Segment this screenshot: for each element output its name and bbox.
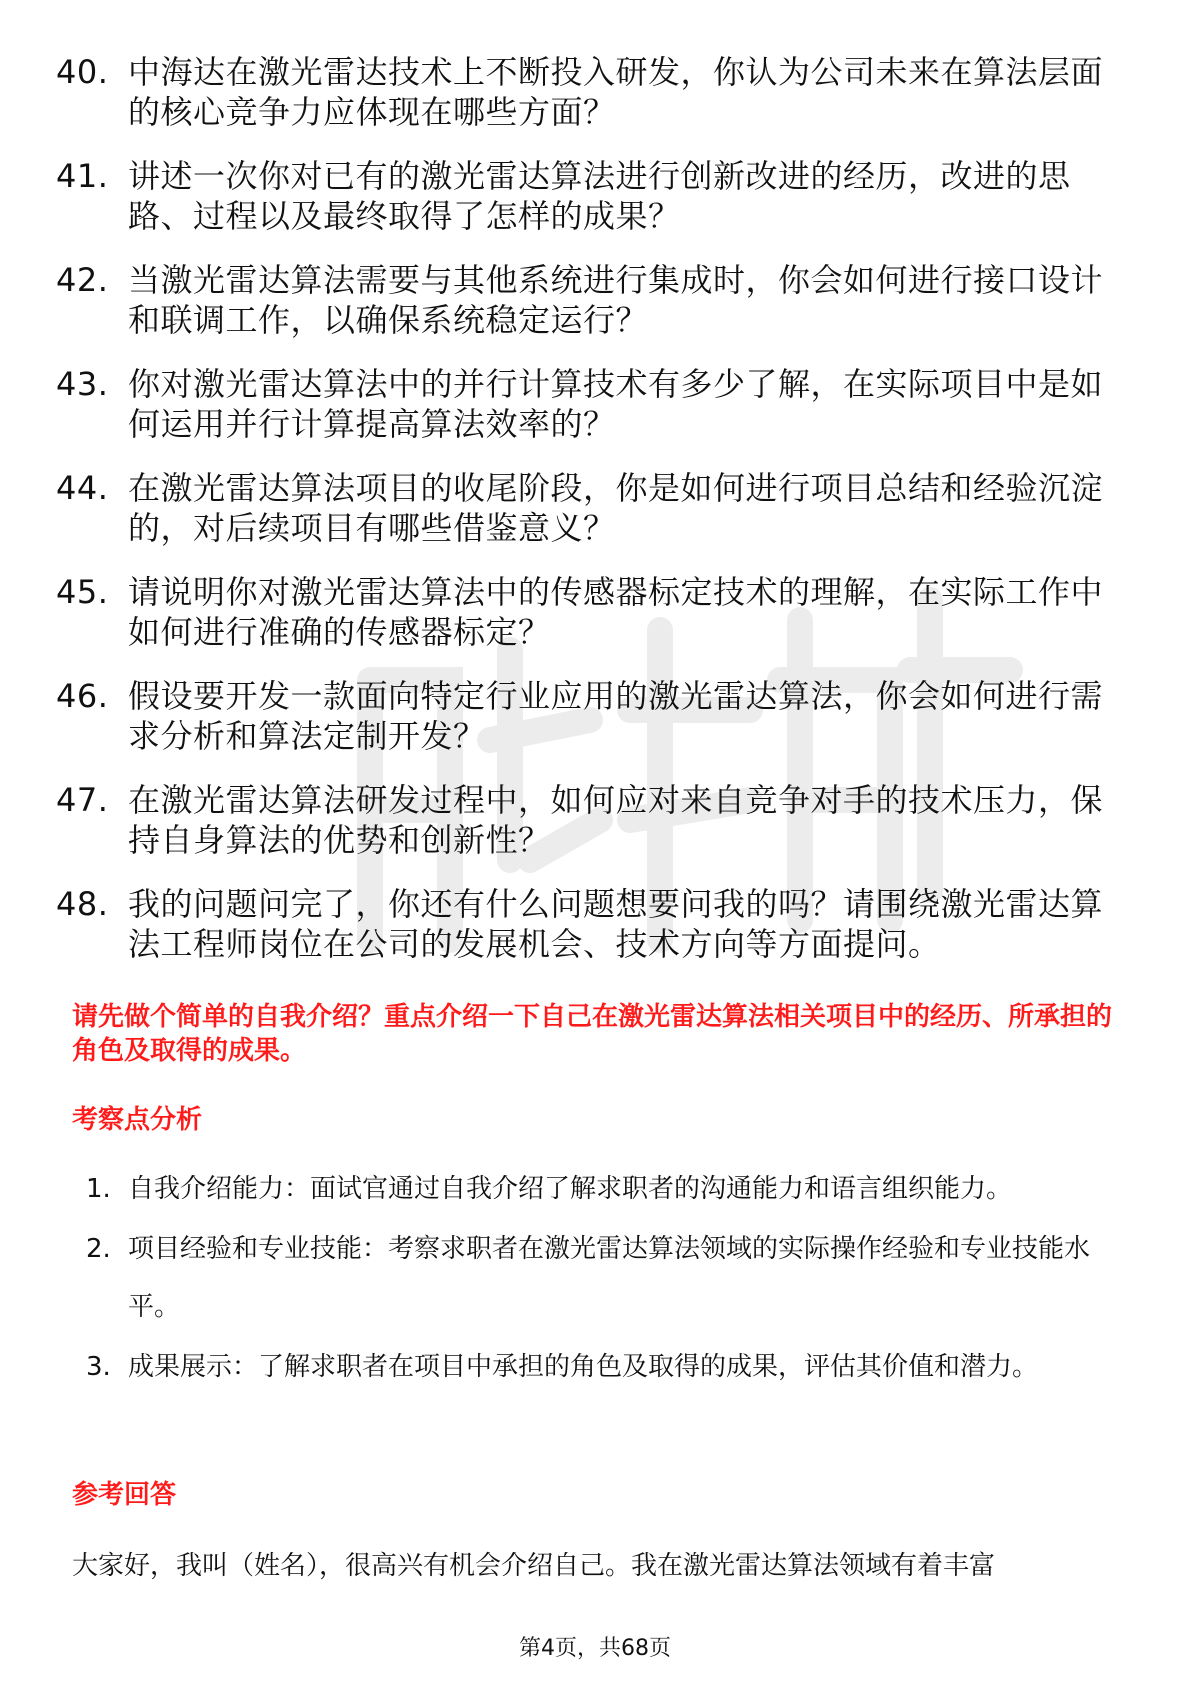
question-number: 47. xyxy=(56,781,109,819)
question-item xyxy=(56,260,1116,340)
question-number: 46. xyxy=(56,677,109,715)
question-item xyxy=(56,572,1116,652)
answer-text: 大家好，我叫（姓名），很高兴有机会介绍自己。我在激光雷达算法领域有着丰富 xyxy=(72,1551,996,1581)
answer-title: 参考回答 xyxy=(72,1480,177,1510)
question-text: 在激光雷达算法研发过程中，如何应对来自竞争对手的技术压力，保持自身算法的优势和创新性？ xyxy=(128,781,1104,859)
analysis-text: 项目经验和专业技能：考察求职者在激光雷达算法领域的实际操作经验和专业技能水平。 xyxy=(128,1234,1091,1322)
question-number: 43. xyxy=(56,365,109,403)
question-item xyxy=(56,52,1116,132)
question-item xyxy=(56,468,1116,548)
question-text: 我的问题问完了，你还有什么问题想要问我的吗？请围绕激光雷达算法工程师岗位在公司的发展机会、技术方向等方面提问。 xyxy=(128,885,1104,963)
analysis-item xyxy=(72,1338,1122,1396)
question-number: 42. xyxy=(56,261,109,299)
question-list xyxy=(56,52,1116,988)
question-text: 假设要开发一款面向特定行业应用的激光雷达算法，你会如何进行需求分析和算法定制开发？ xyxy=(128,677,1104,755)
analysis-item xyxy=(72,1160,1122,1218)
question-number: 48. xyxy=(56,885,109,923)
question-number: 45. xyxy=(56,573,109,611)
question-text: 当激光雷达算法需要与其他系统进行集成时，你会如何进行接口设计和联调工作，以确保系统稳定运行？ xyxy=(128,261,1104,339)
analysis-number: 1. xyxy=(86,1174,111,1204)
highlight-question: 请先做个简单的自我介绍？重点介绍一下自己在激光雷达算法相关项目中的经历、所承担的角色及取得的成果。 xyxy=(72,1002,1113,1066)
question-item xyxy=(56,676,1116,756)
analysis-list xyxy=(72,1160,1122,1398)
question-text: 中海达在激光雷达技术上不断投入研发，你认为公司未来在算法层面的核心竞争力应体现在哪些方面？ xyxy=(128,53,1104,131)
question-number: 44. xyxy=(56,469,109,507)
question-item xyxy=(56,884,1116,964)
question-item xyxy=(56,780,1116,860)
analysis-item xyxy=(72,1220,1122,1336)
analysis-title: 考察点分析 xyxy=(72,1105,203,1135)
analysis-text: 自我介绍能力：面试官通过自我介绍了解求职者的沟通能力和语言组织能力。 xyxy=(128,1174,1013,1204)
page-footer: 第4页，共68页 xyxy=(519,1636,671,1661)
question-item xyxy=(56,364,1116,444)
analysis-text: 成果展示：了解求职者在项目中承担的角色及取得的成果，评估其价值和潜力。 xyxy=(128,1352,1039,1382)
question-text: 你对激光雷达算法中的并行计算技术有多少了解，在实际项目中是如何运用并行计算提高算法效率的？ xyxy=(128,365,1104,443)
question-number: 40. xyxy=(56,53,109,91)
question-text: 讲述一次你对已有的激光雷达算法进行创新改进的经历，改进的思路、过程以及最终取得了怎样的成果？ xyxy=(128,157,1071,235)
question-item xyxy=(56,156,1116,236)
question-text: 在激光雷达算法项目的收尾阶段，你是如何进行项目总结和经验沉淀的，对后续项目有哪些借鉴意义？ xyxy=(128,469,1104,547)
question-text: 请说明你对激光雷达算法中的传感器标定技术的理解，在实际工作中如何进行准确的传感器标定？ xyxy=(128,573,1104,651)
analysis-number: 3. xyxy=(86,1352,111,1382)
analysis-number: 2. xyxy=(86,1234,111,1264)
question-number: 41. xyxy=(56,157,109,195)
